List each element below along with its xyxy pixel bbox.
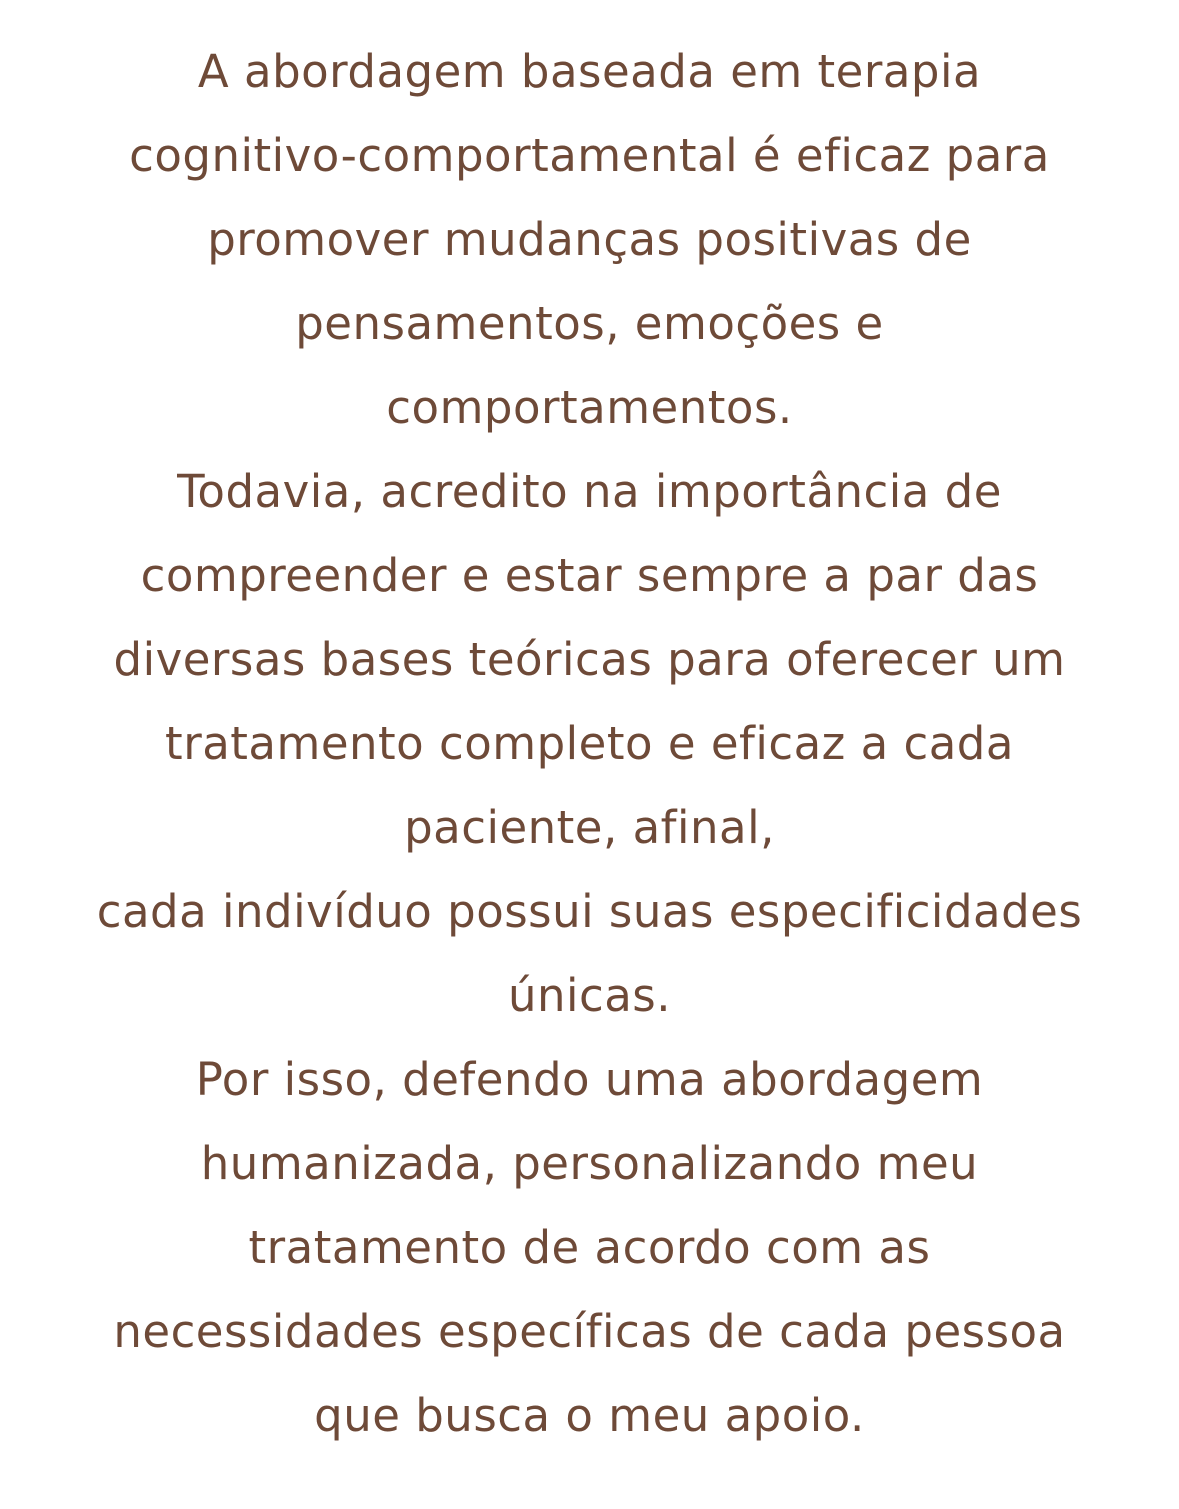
text-line: tratamento completo e eficaz a cada: [165, 717, 1014, 770]
text-line: cognitivo-comportamental é eficaz para: [129, 129, 1050, 182]
text-line: promover mudanças positivas de: [207, 213, 972, 266]
text-line: únicas.: [507, 969, 672, 1022]
text-line: comportamentos.: [386, 381, 793, 434]
text-line: necessidades específicas de cada pessoa: [113, 1305, 1066, 1358]
text-line: Todavia, acredito na importância de: [177, 465, 1002, 518]
body-text: [0, 30, 1179, 1458]
text-line: tratamento de acordo com as: [248, 1221, 931, 1274]
text-line: Por isso, defendo uma abordagem: [195, 1053, 984, 1106]
text-line: cada indivíduo possui suas especificidades: [96, 885, 1083, 938]
text-line: que busca o meu apoio.: [314, 1389, 865, 1442]
text-line: humanizada, personalizando meu: [200, 1137, 979, 1190]
text-line: A abordagem baseada em terapia: [197, 45, 982, 98]
text-line: compreender e estar sempre a par das: [140, 549, 1039, 602]
text-line: paciente, afinal,: [404, 801, 775, 854]
text-line: diversas bases teóricas para oferecer um: [113, 633, 1066, 686]
text-line: pensamentos, emoções e: [295, 297, 884, 350]
